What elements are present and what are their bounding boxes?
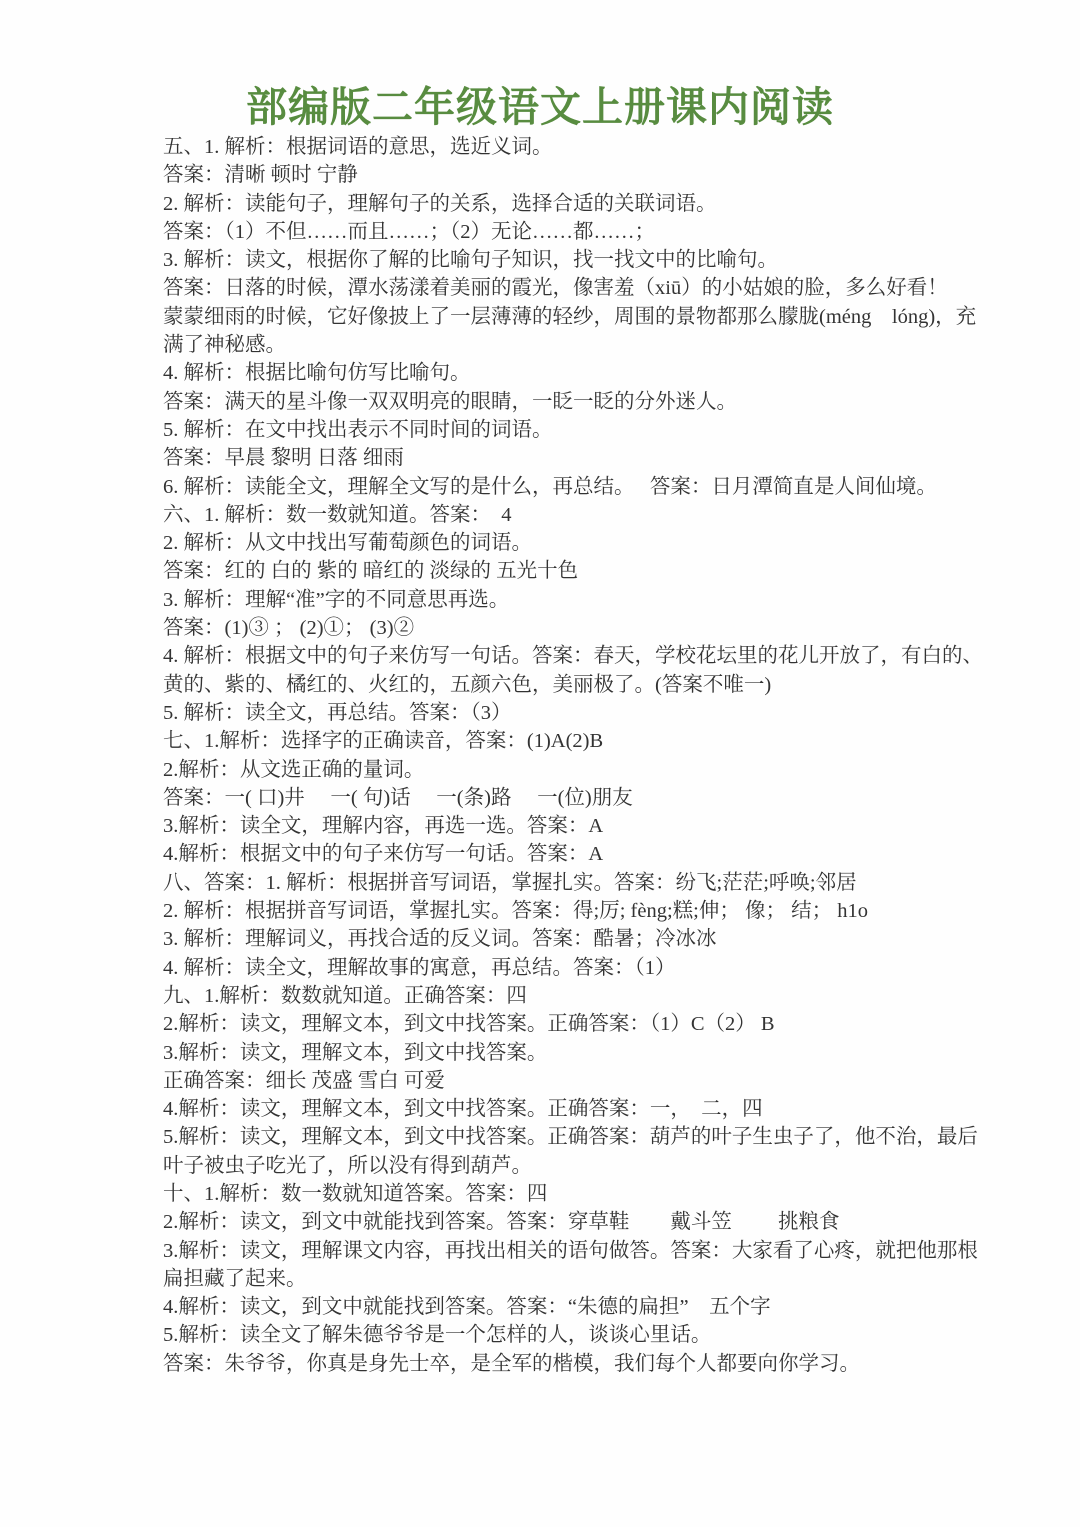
text-line: 5. 解析：在文中找出表示不同时间的词语。: [163, 418, 553, 441]
text-line: 3. 解析：理解词义，再找合适的反义词。答案：酷暑；冷冰冰: [163, 928, 717, 951]
text-line: 3.解析：读文，理解文本，到文中找答案。: [163, 1041, 548, 1064]
text-line: 4.解析：读文，理解文本，到文中找答案。正确答案：一， 二，四: [163, 1098, 763, 1121]
text-line: 扁担藏了起来。: [163, 1267, 307, 1290]
text-line: 2.解析：从文选正确的量词。: [163, 758, 425, 781]
text-line: 答案：清晰 顿时 宁静: [163, 164, 358, 187]
text-line: 5.解析：读全文了解朱德爷爷是一个怎样的人，谈谈心里话。: [163, 1324, 712, 1347]
text-line: 六、1. 解析：数一数就知道。答案： 4: [163, 503, 512, 526]
text-line: 5. 解析：读全文，再总结。答案：（3）: [163, 701, 512, 724]
text-line: 五、1. 解析：根据词语的意思，选近义词。: [163, 136, 553, 158]
text-line: 6. 解析：读能全文，理解全文写的是什么，再总结。 答案：日月潭简直是人间仙境。: [163, 475, 937, 498]
text-line: 答案：满天的星斗像一双双明亮的眼睛，一眨一眨的分外迷人。: [163, 390, 737, 413]
text-line: 八、答案：1. 解析：根据拼音写词语，掌握扎实。答案：纷飞;茫茫;呼唤;邻居: [163, 871, 857, 894]
text-line: 答案：红的 白的 紫的 暗红的 淡绿的 五光十色: [163, 560, 579, 583]
text-line: 答案：一( 口)井 一( 句)话 一(条)路 一(位)朋友: [163, 786, 633, 809]
text-line: 七、1.解析：选择字的正确读音，答案：(1)A(2)B: [163, 730, 604, 753]
text-line: 答案：日落的时候，潭水荡漾着美丽的霞光，像害羞（xiū）的小姑娘的脸，多么好看！: [163, 277, 948, 300]
text-line: 3.解析：读全文，理解内容，再选一选。答案：A: [163, 815, 604, 838]
text-line: 4. 解析：根据文中的句子来仿写一句话。答案：春天，学校花坛里的花儿开放了，有白的、: [163, 645, 983, 668]
text-line: 叶子被虫子吃光了，所以没有得到葫芦。: [163, 1154, 532, 1177]
text-line: 3. 解析：理解“准”字的不同意思再选。: [163, 588, 510, 611]
text-line: 4.解析：根据文中的句子来仿写一句话。答案：A: [163, 843, 604, 866]
text-line: 答案：(1)③ ； (2)①； (3)②: [163, 617, 415, 640]
text-line: 十、1.解析：数一数就知道答案。答案：四: [163, 1182, 548, 1205]
text-line: 2. 解析：从文中找出写葡萄颜色的词语。: [163, 532, 532, 555]
document-body: [163, 133, 1033, 1378]
text-line: 答案：早晨 黎明 日落 细雨: [163, 447, 404, 470]
text-line: 2. 解析：根据拼音写词语，掌握扎实。答案：得;厉; fèng;糕;伸； 像； 结； h1o: [163, 900, 868, 923]
text-line: 2.解析：读文，到文中就能找到答案。答案：穿草鞋 戴斗笠 挑粮食: [163, 1211, 840, 1234]
text-line: 蒙蒙细雨的时候，它好像披上了一层薄薄的轻纱，周围的景物都那么朦胧(méng lóng)，充: [163, 305, 977, 328]
page-title: 部编版二年级语文上册课内阅读: [246, 84, 834, 130]
text-line: 5.解析：读文，理解文本，到文中找答案。正确答案：葫芦的叶子生虫子了，他不治，最后: [163, 1126, 978, 1149]
text-line: 九、1.解析：数数就知道。正确答案：四: [163, 984, 527, 1007]
text-line: 4. 解析：根据比喻句仿写比喻句。: [163, 362, 471, 385]
text-line: 3.解析：读文，理解课文内容，再找出相关的语句做答。答案：大家看了心疼，就把他那根: [163, 1239, 978, 1262]
text-line: 正确答案：细长 茂盛 雪白 可爱: [163, 1069, 445, 1092]
text-line: 2. 解析：读能句子，理解句子的关系，选择合适的关联词语。: [163, 192, 717, 215]
text-line: 3. 解析：读文，根据你了解的比喻句子知识，找一找文中的比喻句。: [163, 249, 778, 272]
text-line: 4. 解析：读全文，理解故事的寓意，再总结。答案：（1）: [163, 956, 676, 979]
text-line: 答案：（1）不但……而且……；（2）无论……都……；: [163, 220, 655, 243]
text-line: 4.解析：读文，到文中就能找到答案。答案：“朱德的扁担” 五个字: [163, 1296, 771, 1319]
text-line: 黄的、紫的、橘红的、火红的，五颜六色，美丽极了。(答案不唯一): [163, 673, 772, 696]
text-line: 满了神秘感。: [163, 334, 286, 357]
text-line: 2.解析：读文，理解文本，到文中找答案。正确答案：（1）C（2） B: [163, 1013, 775, 1036]
text-line: 答案：朱爷爷，你真是身先士卒，是全军的楷模，我们每个人都要向你学习。: [163, 1352, 860, 1375]
